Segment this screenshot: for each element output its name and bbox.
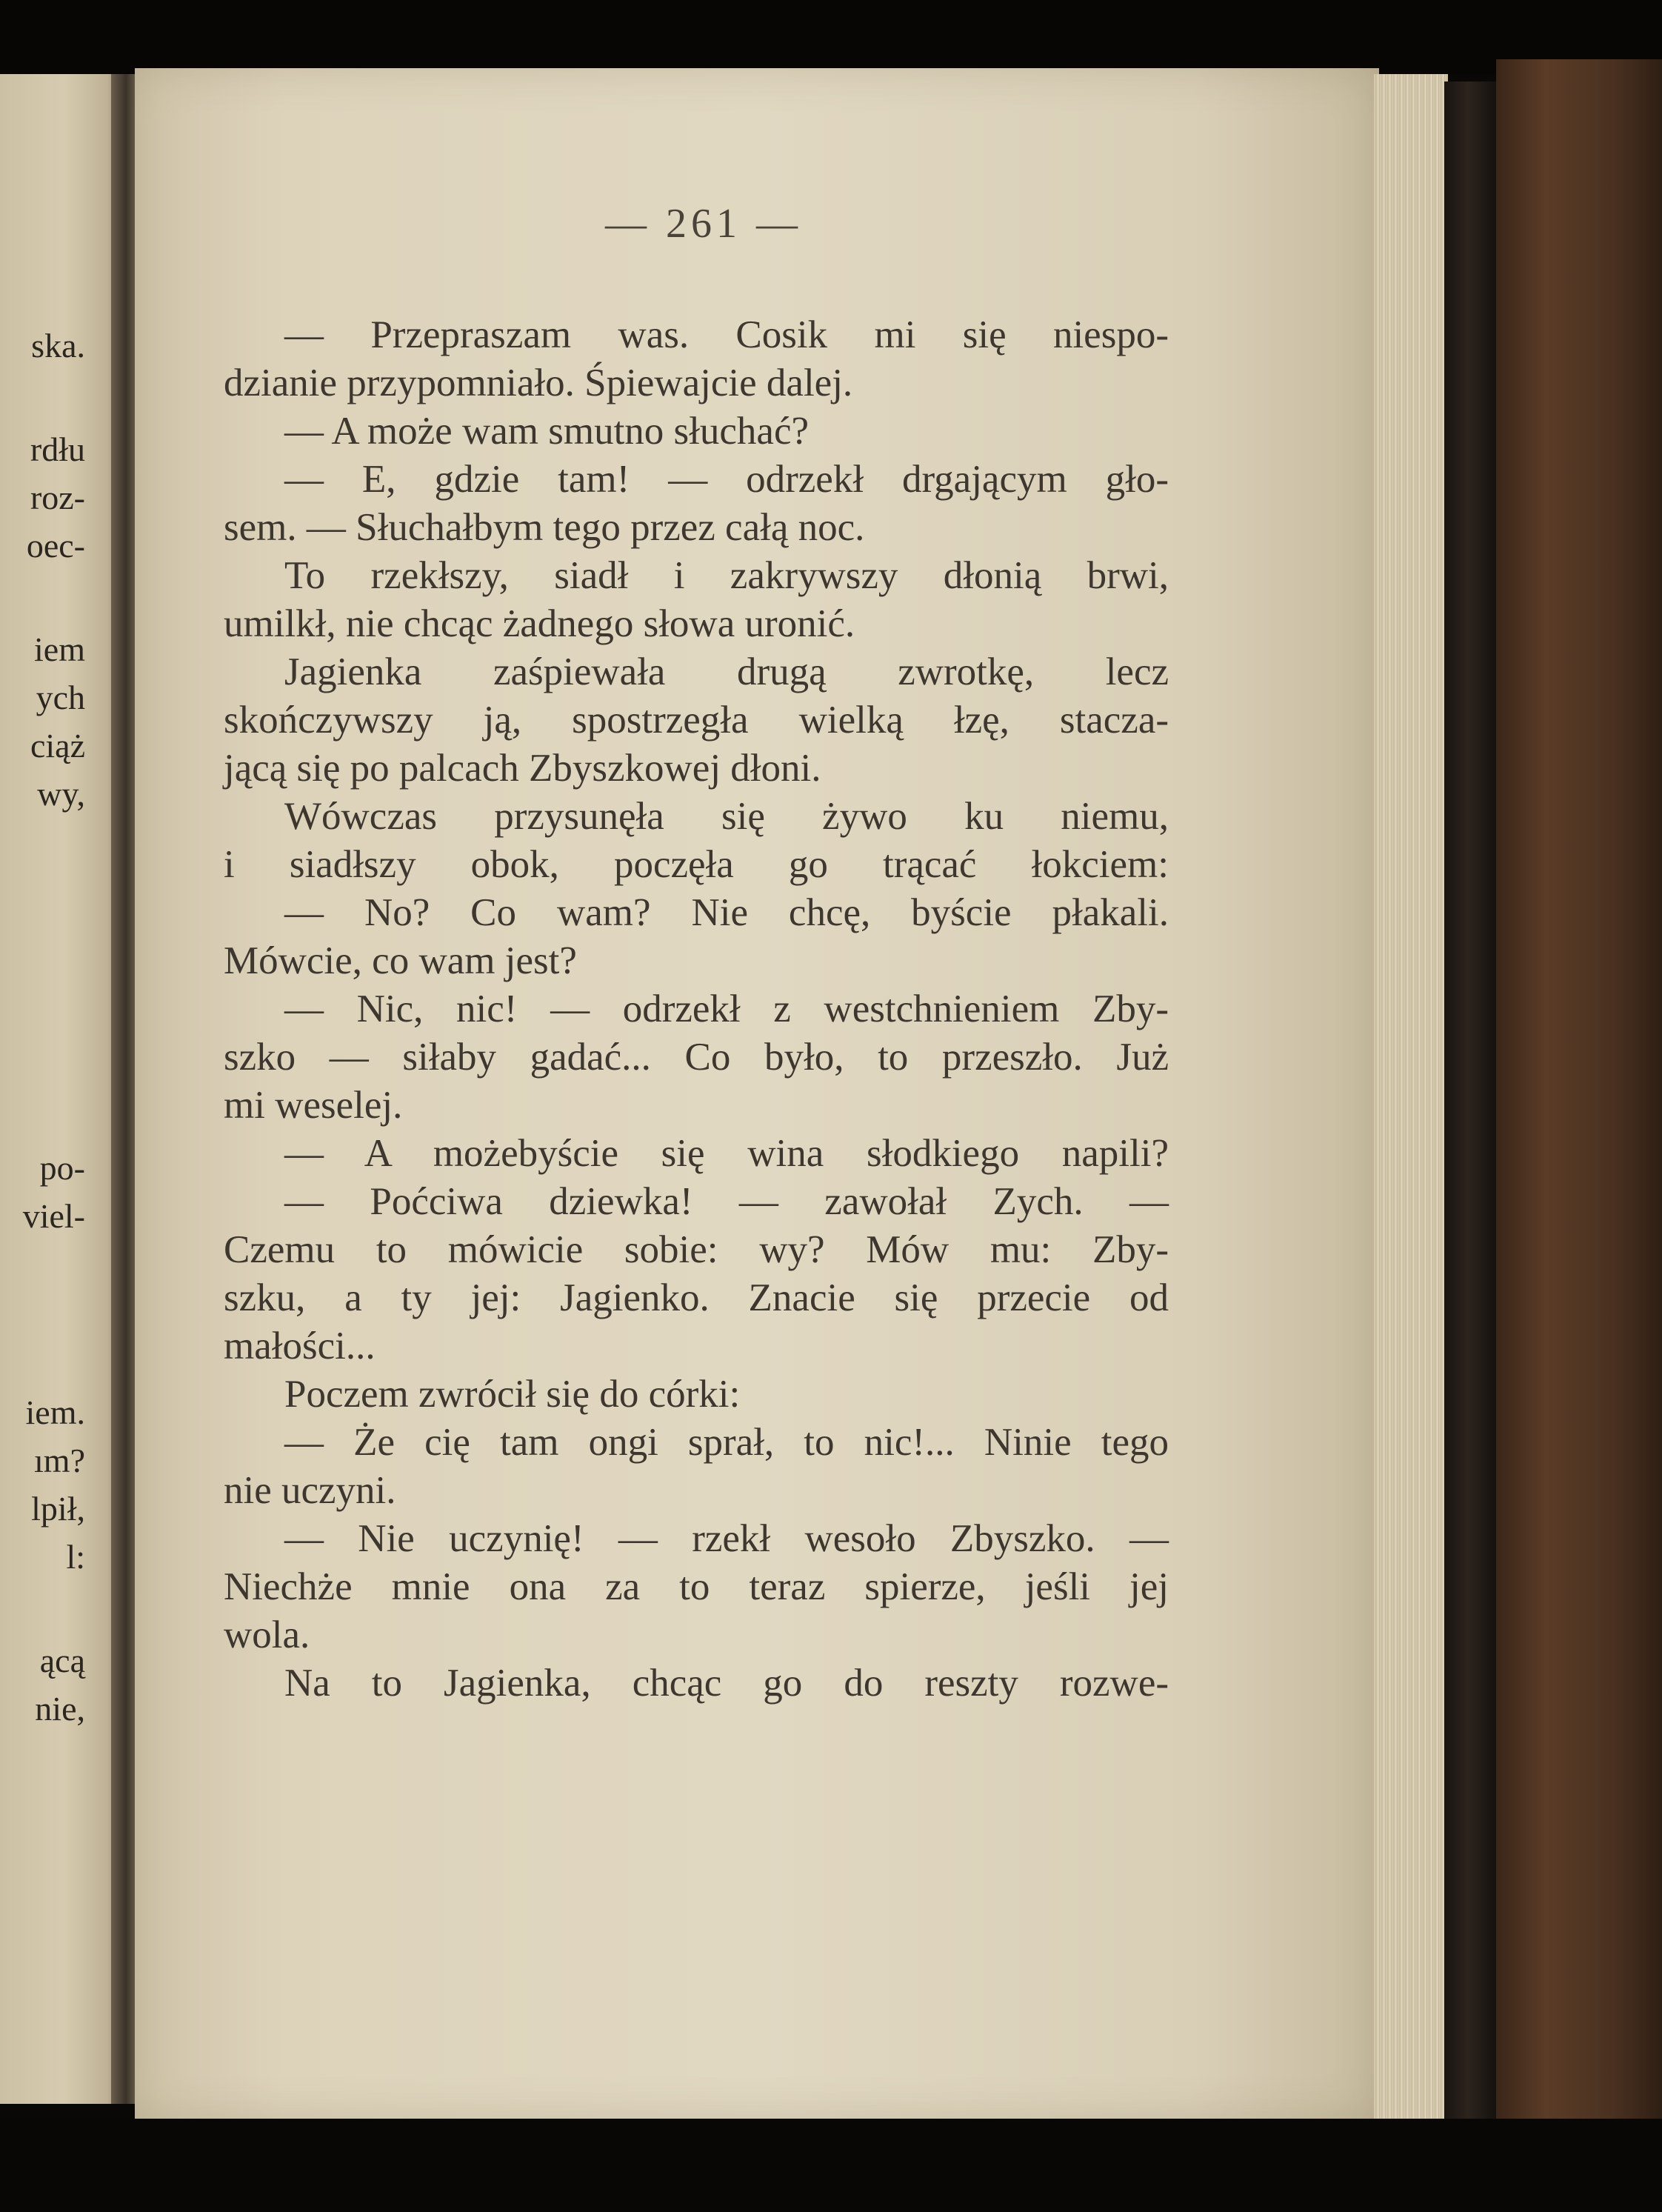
text-line: Niechże mnie ona za to teraz spierze, jeśli jej	[224, 1565, 1169, 1608]
background-top	[0, 0, 1662, 74]
text-line: — Nic, nic! — odrzekł z westchnieniem Zby-	[284, 987, 1169, 1030]
text-line: — Poćciwa dziewka! — zawołał Zych. —	[284, 1180, 1169, 1223]
left-page-fragment: ącą	[39, 1642, 85, 1679]
left-page-fragment: roz-	[30, 479, 85, 516]
background-bottom	[0, 2119, 1662, 2212]
text-line: wola.	[224, 1613, 310, 1656]
left-page-fragment: rdłu	[30, 430, 85, 468]
text-line: szko — siłaby gadać... Co było, to przeszło. Już	[224, 1036, 1169, 1079]
text-line: i siadłszy obok, poczęła go trącać łokciem:	[224, 843, 1169, 886]
left-page-fragment: iem	[34, 630, 85, 668]
text-line: szku, a ty jej: Jagienko. Znacie się przecie od	[224, 1276, 1169, 1319]
text-line: nie uczyni.	[224, 1469, 396, 1512]
left-page-fragment: ciąż	[30, 727, 85, 764]
text-line: — Przepraszam was. Cosik mi się niespo-	[284, 313, 1169, 356]
text-line: — E, gdzie tam! — odrzekł drgającym gło-	[284, 458, 1169, 501]
text-line: Poczem zwrócił się do córki:	[284, 1373, 741, 1416]
text-line: małości...	[224, 1325, 376, 1367]
cover-inner-edge	[1444, 81, 1504, 2119]
text-line: To rzekłszy, siadł i zakrywszy dłonią brwi,	[284, 554, 1169, 597]
left-page-fragment: lpił,	[31, 1490, 85, 1528]
text-line: skończywszy ją, spostrzegła wielką łzę, stacza-	[224, 699, 1169, 742]
text-line: dzianie przypomniało. Śpiewajcie dalej.	[224, 362, 853, 404]
text-line: — A możebyście się wina słodkiego napili?	[284, 1132, 1169, 1175]
text-line: sem. — Słuchałbym tego przez całą noc.	[224, 506, 865, 549]
text-line: — No? Co wam? Nie chcę, byście płakali.	[284, 891, 1169, 934]
left-page-fragment: oec-	[26, 527, 85, 564]
text-line: — A może wam smutno słuchać?	[284, 410, 809, 453]
page-edges	[1374, 74, 1448, 2119]
left-page-fragment: ım?	[34, 1442, 85, 1479]
left-page-fragment: po-	[39, 1149, 85, 1187]
page-text	[224, 311, 1169, 1708]
text-line: Wówczas przysunęła się żywo ku niemu,	[284, 795, 1169, 838]
left-page-fragment: wy,	[37, 775, 85, 813]
book-cover	[1496, 59, 1662, 2156]
text-line: Jagienka zaśpiewała drugą zwrotkę, lecz	[284, 650, 1169, 693]
text-line: Mówcie, co wam jest?	[224, 939, 577, 982]
page-number: — 261 —	[605, 201, 802, 247]
text-line: — Że cię tam ongi sprał, to nic!... Ninie tego	[284, 1421, 1169, 1464]
text-line: Na to Jagienka, chcąc go do reszty rozwe-	[284, 1662, 1169, 1705]
left-page-fragment: ych	[36, 679, 85, 716]
left-page-fragment: ska.	[31, 327, 85, 364]
text-line: mi weselej.	[224, 1084, 403, 1127]
text-line: jącą się po palcach Zbyszkowej dłoni.	[224, 747, 821, 790]
text-line: — Nie uczynię! — rzekł wesoło Zbyszko. —	[284, 1517, 1169, 1560]
text-line: umilkł, nie chcąc żadnego słowa uronić.	[224, 602, 855, 645]
left-page-fragment: l:	[66, 1538, 85, 1576]
left-page-fragment: iem.	[25, 1393, 85, 1431]
left-page-fragment: viel-	[22, 1197, 85, 1235]
left-page-fragment: nie,	[35, 1690, 85, 1728]
text-line: Czemu to mówicie sobie: wy? Mów mu: Zby-	[224, 1228, 1169, 1271]
left-page	[0, 74, 126, 2104]
